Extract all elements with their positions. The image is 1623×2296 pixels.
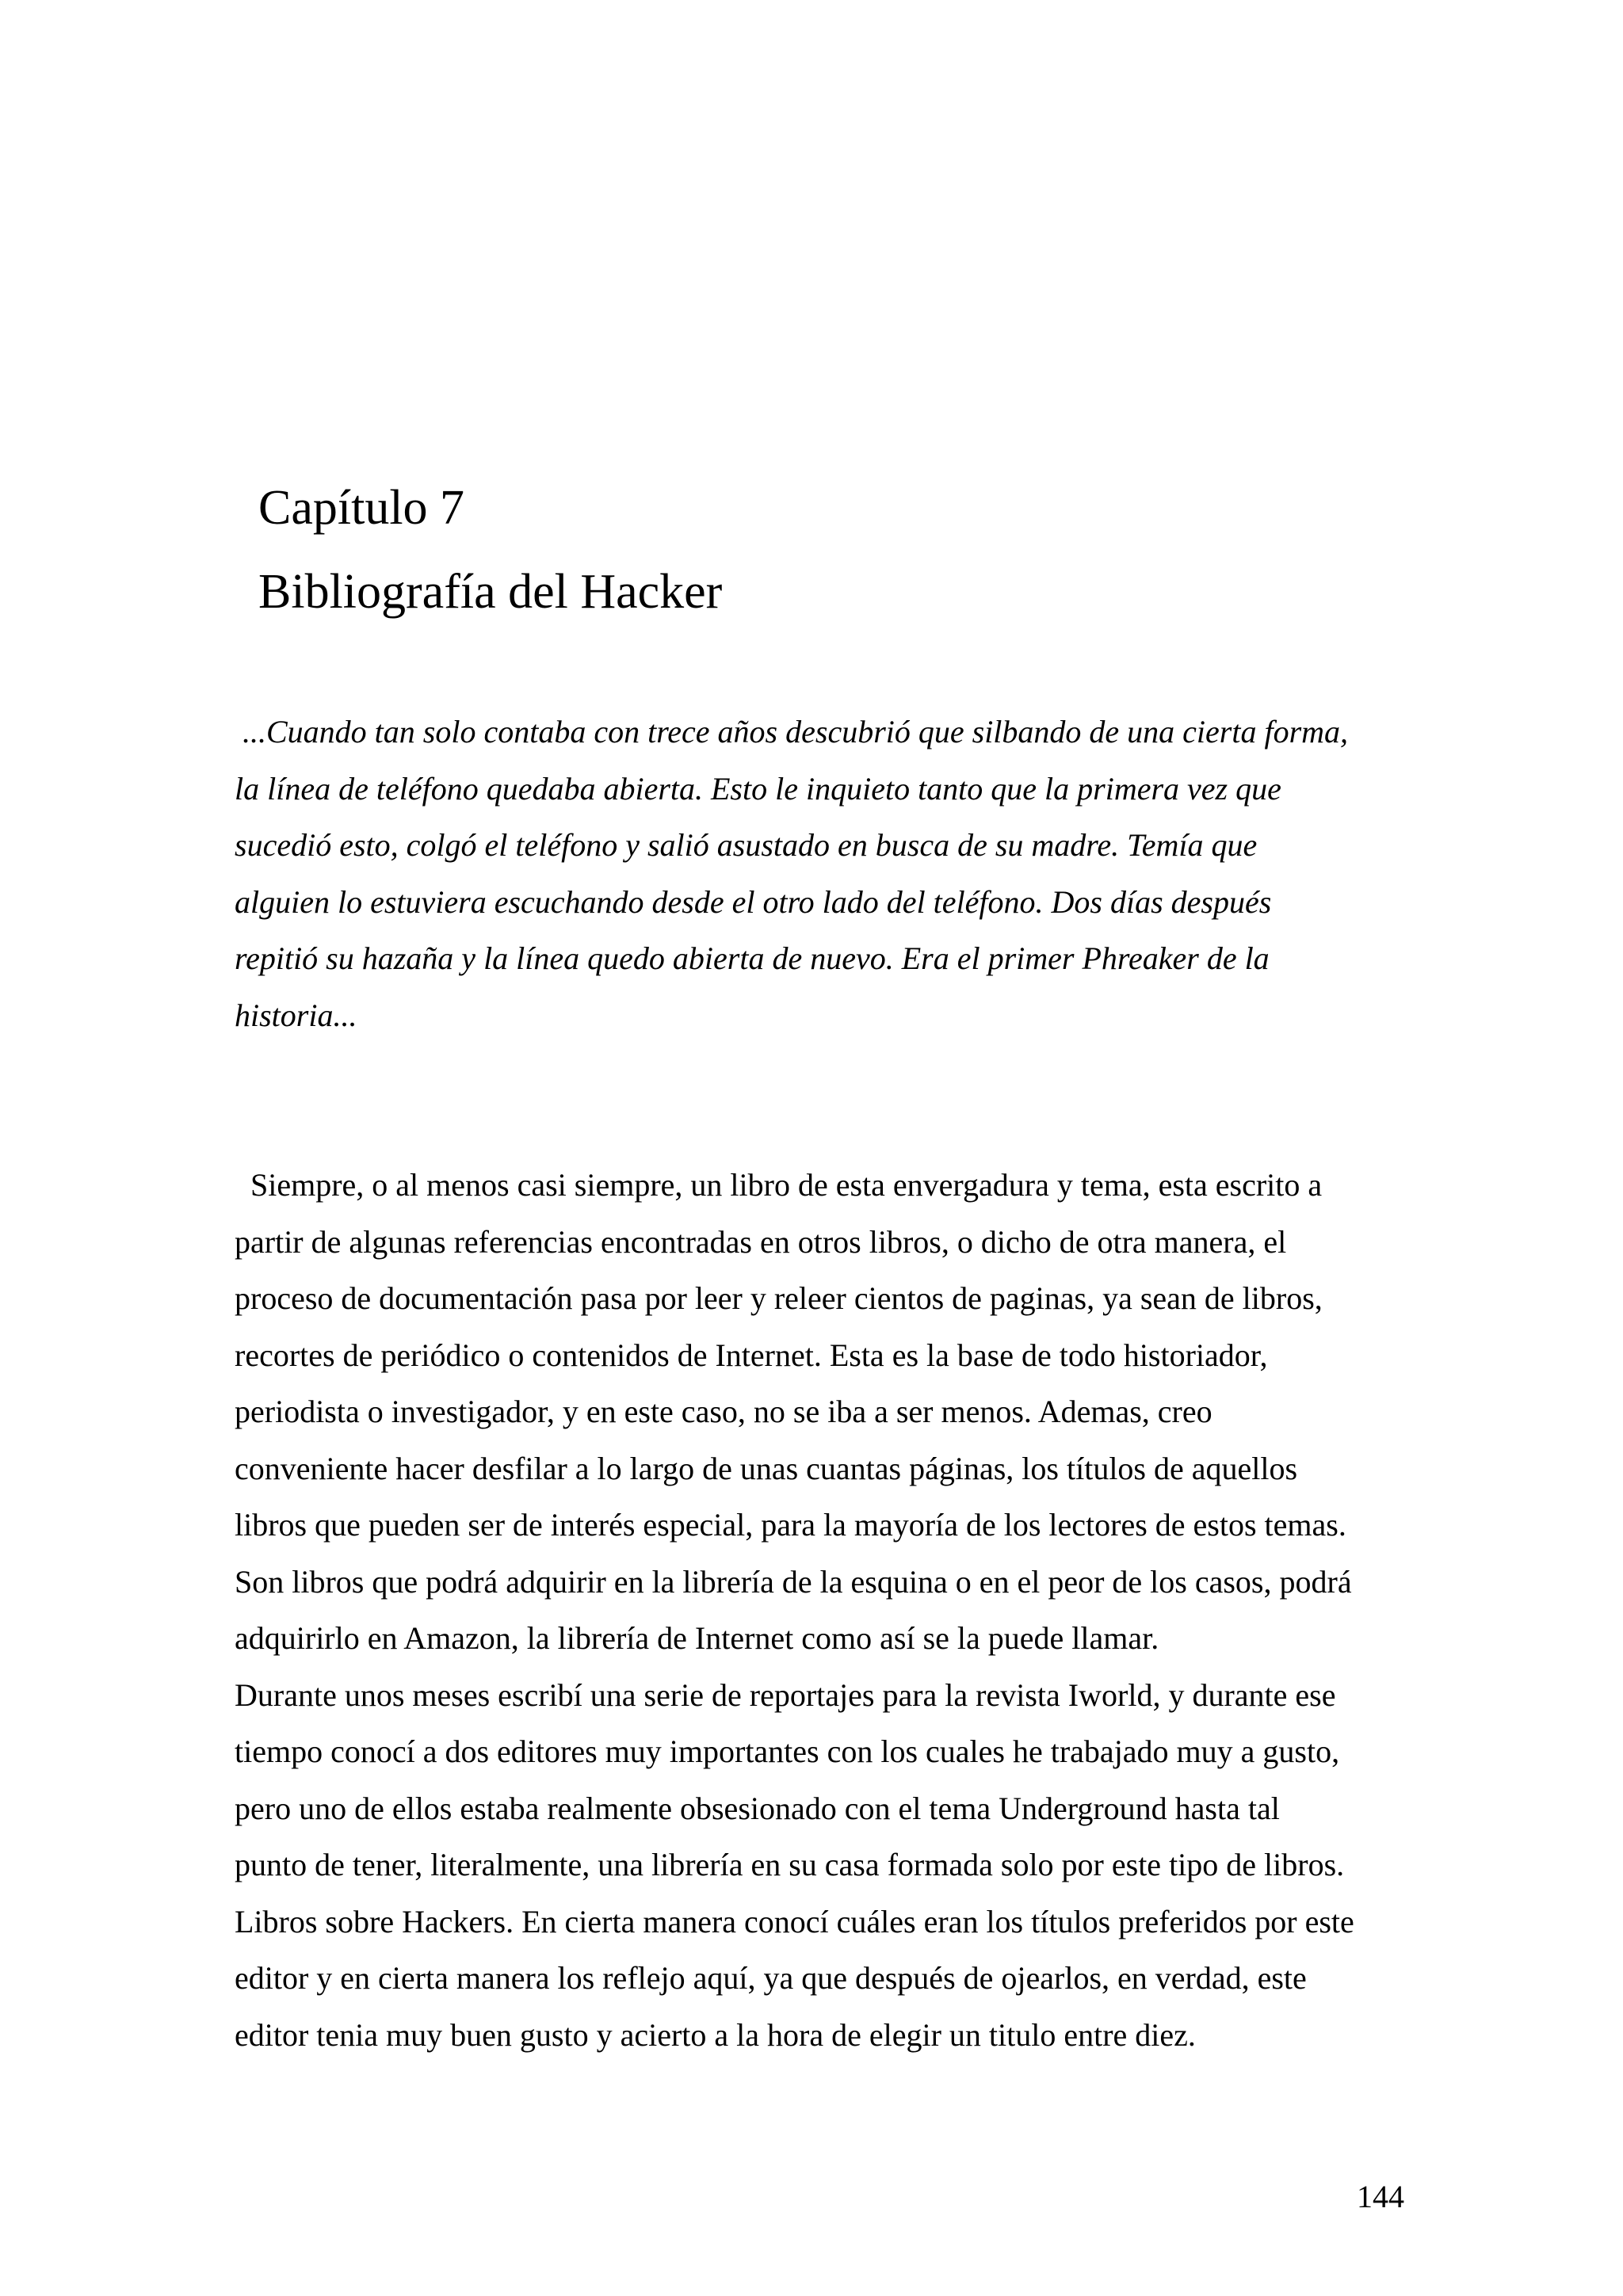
body-line: Son libros que podrá adquirir en la librería de la esquina o en el peor de los casos, podrá — [235, 1563, 1352, 1600]
epigraph-line: repitió su hazaña y la línea quedo abierta de nuevo. Era el primer Phreaker de la — [235, 940, 1270, 976]
chapter-title: Bibliografía del Hacker — [258, 565, 723, 619]
body-line: Durante unos meses escribí una serie de reportajes para la revista Iworld, y durante ese — [235, 1676, 1336, 1713]
page-number: 144 — [1357, 2179, 1404, 2214]
body-line: pero uno de ellos estaba realmente obsesionado con el tema Underground hasta tal — [235, 1790, 1280, 1826]
body-line: conveniente hacer desfilar a lo largo de unas cuantas páginas, los títulos de aquellos — [235, 1450, 1298, 1486]
body-line: recortes de periódico o contenidos de Internet. Esta es la base de todo historiador, — [235, 1337, 1268, 1373]
body-line: adquirirlo en Amazon, la librería de Internet como así se la puede llamar. — [235, 1620, 1159, 1656]
body-line: punto de tener, literalmente, una librería en su casa formada solo por este tipo de libros. — [235, 1847, 1345, 1882]
body-line: Siempre, o al menos casi siempre, un libro de esta envergadura y tema, esta escrito a — [235, 1167, 1323, 1203]
body-line: editor y en cierta manera los reflejo aquí, ya que después de ojearlos, en verdad, este — [235, 1960, 1307, 1996]
body-line: tiempo conocí a dos editores muy importantes con los cuales he trabajado muy a gusto, — [235, 1733, 1340, 1769]
body-text — [235, 1157, 1407, 2063]
body-line: partir de algunas referencias encontradas en otros libros, o dicho de otra manera, el — [235, 1223, 1287, 1260]
body-line: Libros sobre Hackers. En cierta manera conocí cuáles eran los títulos preferidos por este — [235, 1903, 1354, 1939]
body-line: periodista o investigador, y en este caso, no se iba a ser menos. Ademas, creo — [235, 1394, 1212, 1429]
epigraph-line: alguien lo estuviera escuchando desde el otro lado del teléfono. Dos días después — [235, 883, 1272, 920]
epigraph-line: historia... — [235, 997, 357, 1033]
chapter-number: Capítulo 7 — [258, 481, 465, 535]
body-line: libros que pueden ser de interés especial, para la mayoría de los lectores de estos temas. — [235, 1507, 1346, 1543]
epigraph-line: la línea de teléfono quedaba abierta. Esto le inquieto tanto que la primera vez que — [235, 770, 1281, 807]
body-line: editor tenia muy buen gusto y acierto a la hora de elegir un titulo entre diez. — [235, 2016, 1196, 2053]
epigraph — [235, 704, 1407, 1043]
body-line: proceso de documentación pasa por leer y releer cientos de paginas, ya sean de libros, — [235, 1280, 1323, 1316]
epigraph-line: ...Cuando tan solo contaba con trece años descubrió que silbando de una cierta forma, — [235, 714, 1349, 749]
epigraph-line: sucedió esto, colgó el teléfono y salió asustado en busca de su madre. Temía que — [235, 827, 1258, 863]
